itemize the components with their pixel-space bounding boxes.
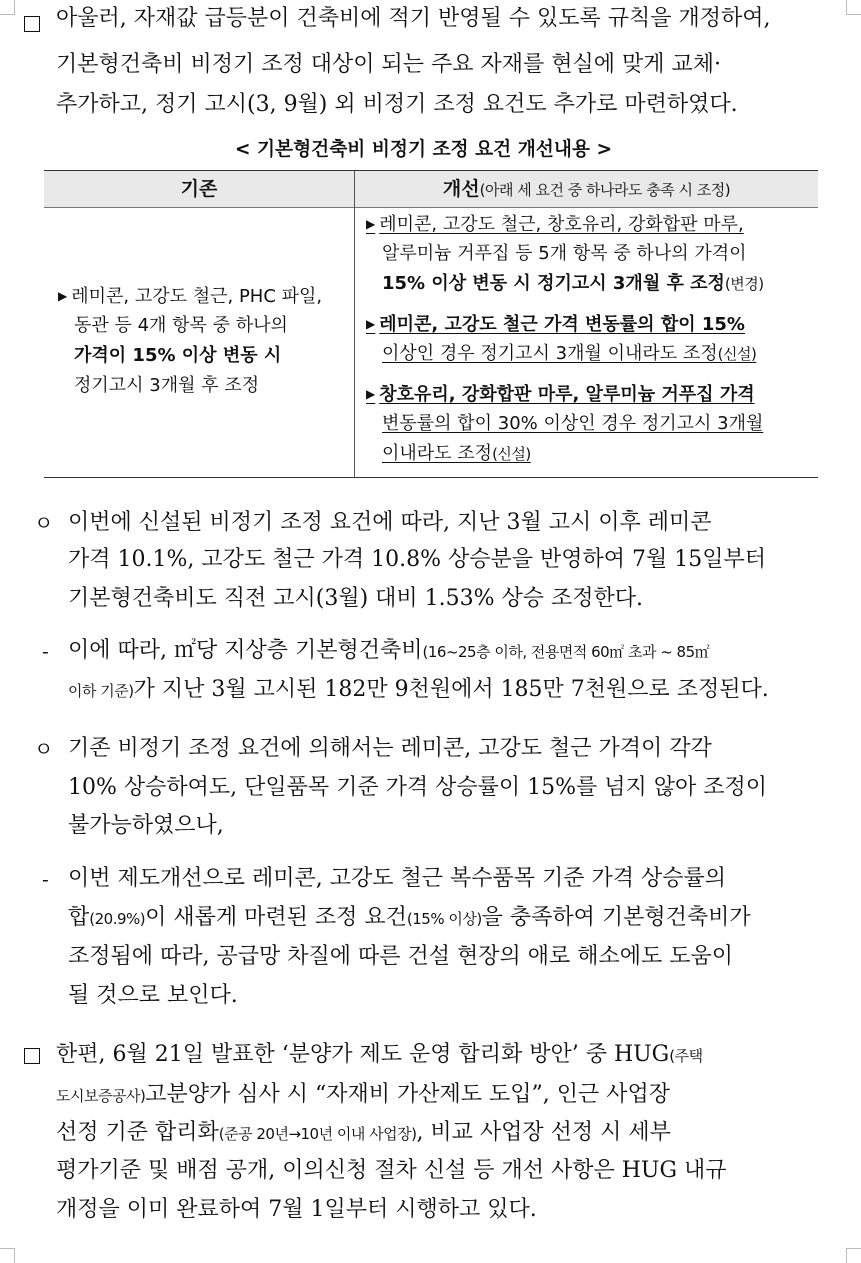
para-o2-line-3: 불가능하였으나, — [68, 813, 224, 838]
header-improved-note: (아래 세 요건 중 하나라도 충족 시 조정) — [479, 181, 731, 199]
section-2-line-1a: 한편, 6월 21일 발표한 ‘분양가 제도 운영 합리화 방안’ 중 HUG — [56, 1042, 670, 1067]
para-d1-line-2-main: 가 지난 3월 고시된 182만 9천원에서 185만 7천원으로 조정된다. — [133, 677, 769, 702]
para-d2-line-4: 될 것으로 보인다. — [68, 983, 238, 1008]
para-d1-line-1-main: 이에 따라, ㎡당 지상층 기본형건축비 — [68, 638, 423, 663]
improved-1-line-1 — [366, 209, 744, 240]
improved-3-line-3 — [382, 439, 531, 469]
triangle-bullet-icon: ▶ — [366, 317, 376, 331]
improved-2-tag: (신설) — [717, 345, 757, 363]
improved-1-text-3: 15% 이상 변동 시 정기고시 3개월 후 조정 — [382, 273, 725, 294]
section-2-line-3 — [56, 1118, 671, 1149]
corner-mark — [0, 0, 15, 15]
section-1-line-2: 기본형건축비 비정기 조정 대상이 되는 주요 자재를 현실에 맞게 교체· — [56, 52, 721, 77]
improved-3-text-1: 창호유리, 강화합판 마루, 알루미늄 거푸집 가격 — [379, 384, 755, 405]
improved-3-line-2: 변동률의 합이 30% 이상인 경우 정기고시 3개월 — [382, 413, 764, 434]
existing-line-1 — [58, 281, 322, 312]
section-2-line-2 — [56, 1080, 670, 1111]
section-2-line-2b: 고분양가 심사 시 “자재비 가산제도 도입”, 인근 사업장 — [145, 1082, 671, 1107]
improved-1-line-3 — [382, 269, 764, 299]
triangle-bullet-icon: ▶ — [366, 387, 376, 401]
dash-bullet: - — [42, 639, 49, 663]
improved-3-line-1 — [366, 379, 755, 410]
section-1-line-3: 추가하고, 정기 고시(3, 9월) 외 비정기 조정 요건도 추가로 마련하였다. — [56, 92, 738, 117]
para-d2-line-2 — [68, 903, 751, 934]
improved-2-line-1 — [366, 309, 745, 340]
improved-2-line-2 — [382, 339, 756, 369]
para-d2-line-2b: (20.9%) — [89, 910, 146, 928]
header-improved-label: 개선 — [442, 178, 480, 200]
existing-line-3: 가격이 15% 이상 변동 시 — [74, 345, 282, 366]
section-2-line-1 — [56, 1040, 703, 1071]
para-o1-line-3: 기본형건축비도 직전 고시(3월) 대비 1.53% 상승 조정한다. — [68, 586, 644, 611]
improved-1-text-1: 레미콘, 고강도 철근, 창호유리, 강화합판 마루, — [379, 214, 744, 235]
section-2-line-3c: , 비교 사업장 선정 시 세부 — [416, 1120, 671, 1145]
corner-mark — [846, 0, 861, 15]
para-d2-line-3: 조정됨에 따라, 공급망 차질에 따른 건설 현장의 애로 해소에도 도움이 — [68, 944, 733, 969]
para-o2-line-1: 기존 비정기 조정 요건에 의해서는 레미콘, 고강도 철근 가격이 각각 — [68, 736, 712, 761]
triangle-bullet-icon: ▶ — [58, 289, 68, 303]
para-o1-line-1: 이번에 신설된 비정기 조정 요건에 따라, 지난 3월 고시 이후 레미콘 — [68, 510, 712, 535]
comparison-table — [44, 170, 818, 478]
improved-2-text-1: 레미콘, 고강도 철근 가격 변동률의 합이 15% — [379, 314, 745, 335]
corner-mark — [846, 1248, 861, 1263]
section-1-line-1: 아울러, 자재값 급등분이 건축비에 적기 반영될 수 있도록 규칙을 개정하여, — [56, 6, 771, 31]
improved-3-tag: (신설) — [492, 445, 531, 463]
improved-1-tag: (변경) — [724, 275, 764, 293]
dash-bullet: - — [42, 867, 49, 891]
section-2-line-3a: 선정 기준 합리화 — [56, 1120, 219, 1145]
para-d2-line-2a: 합 — [68, 905, 90, 930]
improved-3-text-3: 이내라도 조정 — [382, 443, 493, 464]
existing-line-2: 동관 등 4개 항목 중 하나의 — [74, 315, 288, 336]
checkbox-square-icon — [24, 1048, 40, 1064]
para-d2-line-1: 이번 제도개선으로 레미콘, 고강도 철근 복수품목 기준 가격 상승률의 — [68, 866, 726, 891]
corner-mark — [0, 1248, 15, 1263]
para-d2-line-2e: 을 충족하여 기본형건축비가 — [481, 905, 751, 930]
improved-2-text-2: 이상인 경우 정기고시 3개월 이내라도 조정 — [382, 343, 718, 364]
section-2-line-4: 평가기준 및 배점 공개, 이의신청 절차 신설 등 개선 사항은 HUG 내규 — [56, 1158, 727, 1183]
para-o1-line-2: 가격 10.1%, 고강도 철근 가격 10.8% 상승분을 반영하여 7월 15일부터 — [68, 547, 766, 572]
para-d2-line-2c: 이 새롭게 마련된 조정 요건 — [145, 905, 407, 930]
para-d2-line-2d: (15% 이상) — [406, 910, 482, 928]
section-2-line-3b: (준공 20년→10년 이내 사업장) — [218, 1125, 417, 1143]
para-d1-line-2 — [68, 675, 769, 706]
table-title: < 기본형건축비 비정기 조정 요건 개선내용 > — [234, 138, 613, 160]
table-divider — [354, 171, 355, 477]
existing-line-4: 정기고시 3개월 후 조정 — [74, 375, 260, 396]
existing-text-1: 레미콘, 고강도 철근, PHC 파일, — [71, 286, 323, 307]
para-d1-line-2-note: 이하 기준) — [68, 682, 134, 700]
para-o2-line-2: 10% 상승하여도, 단일품목 기준 가격 상승률이 15%를 넘지 않아 조정이 — [68, 775, 768, 800]
circle-bullet: ㅇ — [34, 737, 54, 761]
checkbox-square-icon — [24, 16, 40, 32]
header-improved — [355, 171, 818, 207]
para-d1-line-1 — [68, 636, 709, 667]
circle-bullet: ㅇ — [34, 511, 54, 535]
header-existing: 기존 — [180, 178, 218, 200]
section-2-line-5: 개정을 이미 완료하여 7월 1일부터 시행하고 있다. — [56, 1197, 537, 1222]
triangle-bullet-icon: ▶ — [366, 217, 376, 231]
section-2-line-1b: (주택 — [669, 1047, 703, 1065]
section-2-line-2a: 도시보증공사) — [56, 1087, 146, 1105]
improved-1-line-2: 알루미늄 거푸집 등 5개 항목 중 하나의 가격이 — [382, 243, 747, 264]
para-d1-line-1-note: (16~25층 이하, 전용면적 60㎡ 초과 ~ 85㎡ — [422, 643, 710, 661]
